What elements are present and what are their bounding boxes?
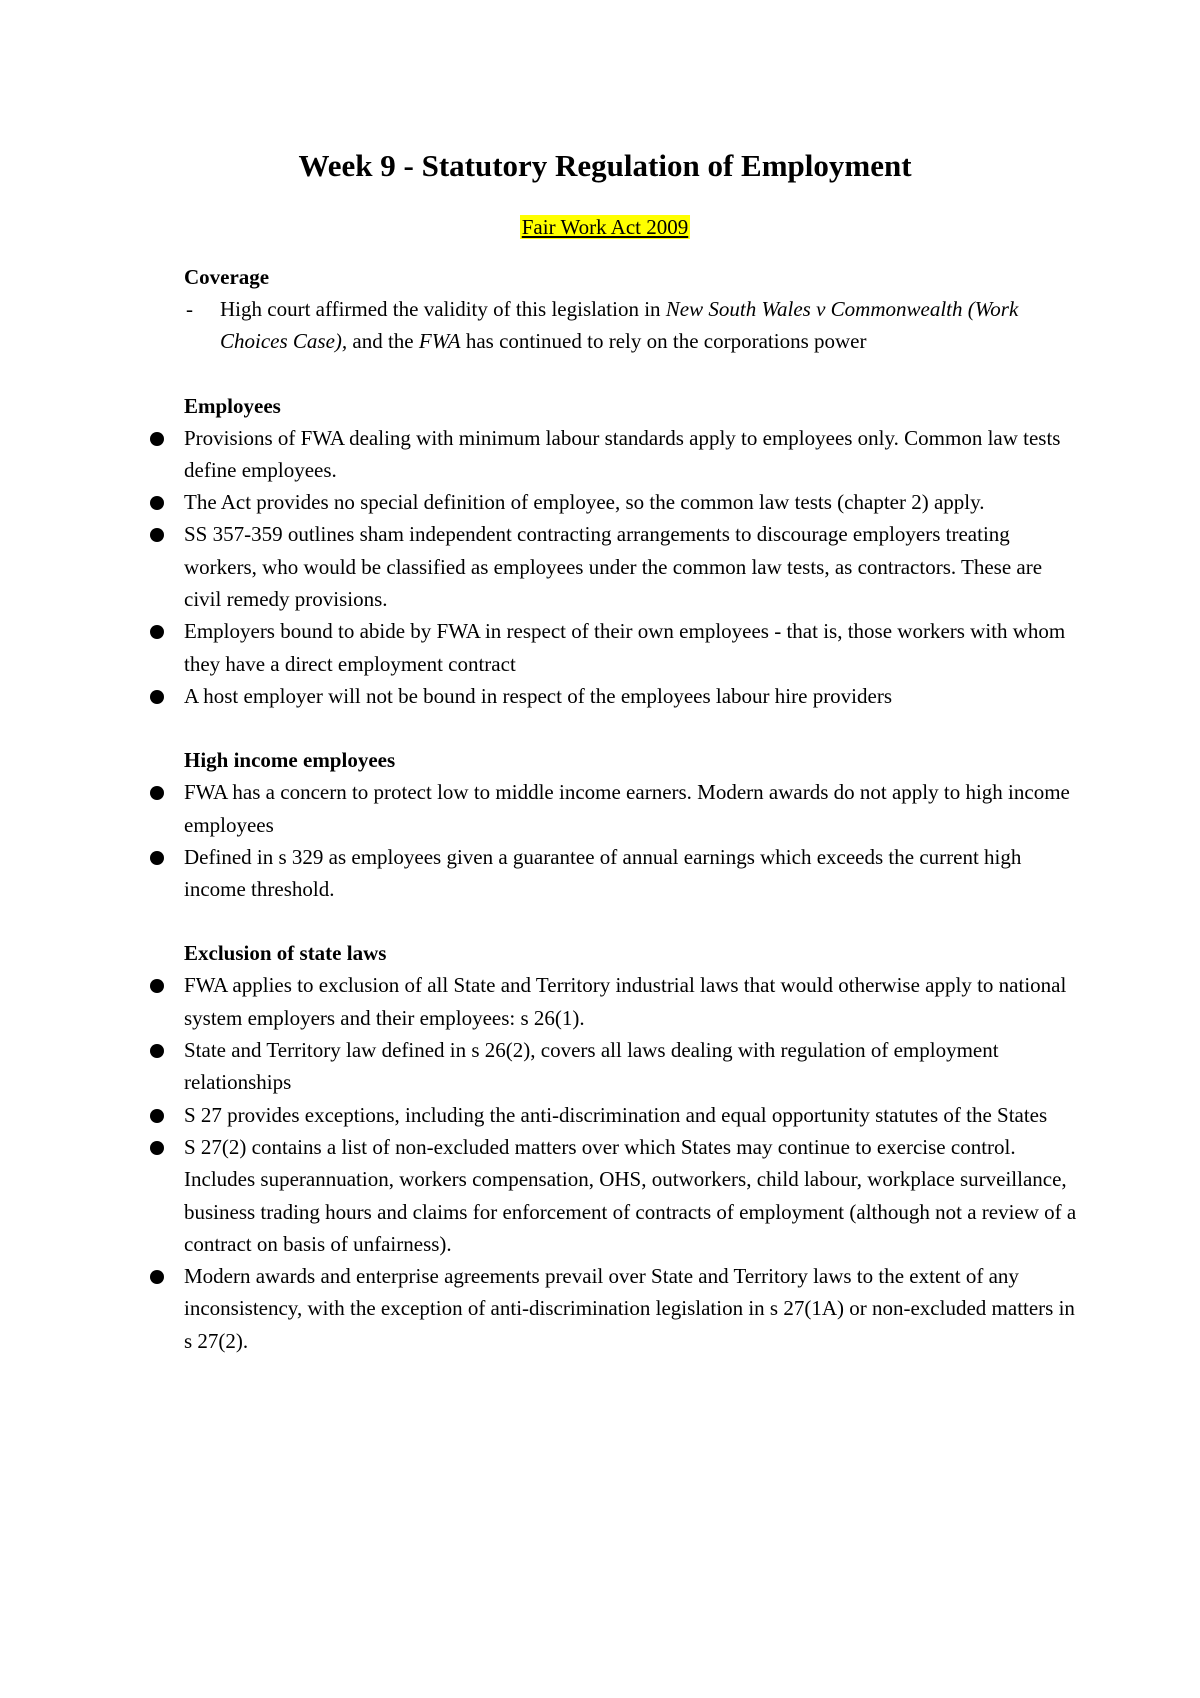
dash-marker: - xyxy=(186,297,193,321)
list-item-text xyxy=(184,845,1021,901)
bullet-icon xyxy=(150,486,184,519)
text-run: FWA has a concern to protect low to middle income earners. Modern awards do not apply to high income employees xyxy=(184,780,1070,837)
bullet-icon xyxy=(150,1260,184,1293)
italic-text: FWA xyxy=(418,329,461,354)
bullet-icon xyxy=(150,776,184,809)
text-run: Defined in s 329 as employees given a guarantee of annual earnings which exceeds the current high income threshold. xyxy=(184,844,1022,902)
bullet-icon xyxy=(150,969,184,1002)
bullet-dot-icon xyxy=(150,1109,164,1123)
bullet-icon xyxy=(150,615,184,648)
section-heading: Employees xyxy=(184,393,281,418)
sections-container xyxy=(150,261,1080,1357)
text-run: State and Territory law defined in s 26(2), covers all laws dealing with regulation of employment relationships xyxy=(184,1038,999,1095)
bullet-icon xyxy=(150,680,184,713)
list-item xyxy=(150,1131,1080,1260)
bullet-dot-icon xyxy=(150,851,164,865)
text-run: Modern awards and enterprise agreements prevail over State and Territory laws to the extent of any inconsistency, with the exception of anti-discrimination legislation in s 27(1A) or non-excluded matters in s 27(2). xyxy=(184,1264,1075,1353)
text-run: S 27 provides exceptions, including the anti-discrimination and equal opportunity statutes of the States xyxy=(184,1102,1048,1127)
section-heading: Coverage xyxy=(184,265,270,289)
list-item-text xyxy=(184,1038,999,1094)
list-item xyxy=(150,969,1080,1034)
bullet-icon xyxy=(150,422,184,455)
bullet-dot-icon xyxy=(150,1270,164,1284)
bullet-icon xyxy=(150,841,184,874)
section xyxy=(150,390,1080,713)
bullet-dot-icon xyxy=(150,496,164,510)
list-item-text xyxy=(184,973,1066,1029)
list-item xyxy=(150,1260,1080,1357)
bullet-dot-icon xyxy=(150,979,164,993)
bullet-dot-icon xyxy=(150,1044,164,1058)
section-heading: High income employees xyxy=(184,748,396,773)
list-item xyxy=(150,1034,1080,1099)
list-item xyxy=(150,1099,1080,1131)
list-item-text xyxy=(184,426,1060,482)
list-item-text xyxy=(184,780,1070,836)
page-title: Week 9 - Statutory Regulation of Employment xyxy=(298,148,912,183)
bullet-icon xyxy=(150,1131,184,1164)
list-item xyxy=(150,841,1080,906)
text-run: High court affirmed the validity of this legislation in xyxy=(220,297,666,321)
bullet-icon xyxy=(150,1034,184,1067)
list-item xyxy=(150,518,1080,615)
text-run: FWA applies to exclusion of all State and Territory industrial laws that would otherwise apply to national system employers and their employees: s 26(1). xyxy=(184,973,1067,1030)
bullet-dot-icon xyxy=(150,690,164,704)
bullet-dot-icon xyxy=(150,528,164,542)
list-item xyxy=(150,486,1080,518)
bullet-dot-icon xyxy=(150,1141,164,1155)
list-item-text xyxy=(184,522,1042,611)
section xyxy=(150,744,1080,905)
section xyxy=(150,261,1080,358)
text-run: Employers bound to abide by FWA in respect of their own employees - that is, those workers with whom they have a direct employment contract xyxy=(184,619,1066,676)
text-run: SS 357-359 outlines sham independent contracting arrangements to discourage employers treating workers, who would be classified as employees under the common law tests, as contractors. These are civil remedy provisions. xyxy=(184,522,1043,612)
list-item-text xyxy=(184,1103,1047,1127)
bullet-dot-icon xyxy=(150,625,164,639)
text-run: A host employer will not be bound in respect of the employees labour hire providers xyxy=(184,683,893,708)
subtitle-wrapper xyxy=(130,212,1080,245)
list-item-text xyxy=(184,490,985,514)
list-item xyxy=(150,776,1080,841)
italic-text: New South Wales v Commonwealth (Work Choices Case), xyxy=(220,297,1019,354)
text-run: S 27(2) contains a list of non-excluded matters over which States may continue to exercise control. Includes superannuation, workers compensation, OHS, outworkers, child labour, workplace surveillance, business trading hours and claims for enforcement of contracts of employment (although not a review of a contract on basis of unfairness). xyxy=(184,1134,1077,1256)
text-run: The Act provides no special definition of employee, so the common law tests (chapter 2) apply. xyxy=(184,490,985,515)
text-run: and the xyxy=(347,329,419,354)
list-item xyxy=(150,615,1080,680)
bullet-dot-icon xyxy=(150,786,164,800)
text-run: has continued to rely on the corporations power xyxy=(460,329,867,354)
highlighted-subtitle: Fair Work Act 2009 xyxy=(521,215,689,239)
bullet-icon xyxy=(150,1099,184,1132)
list-item-text xyxy=(184,619,1065,675)
list-item xyxy=(150,293,1080,358)
list-item xyxy=(150,680,1080,712)
list-item-text xyxy=(184,684,892,708)
bullet-icon xyxy=(150,518,184,551)
list-item xyxy=(150,422,1080,487)
list-item-text xyxy=(184,1135,1076,1256)
section-heading: Exclusion of state laws xyxy=(184,941,387,966)
list-item-text xyxy=(220,297,1018,353)
list-item-text xyxy=(184,1264,1075,1353)
section xyxy=(150,937,1080,1357)
text-run: Provisions of FWA dealing with minimum labour standards apply to employees only. Common law tests define employees. xyxy=(184,425,1061,482)
bullet-dot-icon xyxy=(150,432,164,446)
